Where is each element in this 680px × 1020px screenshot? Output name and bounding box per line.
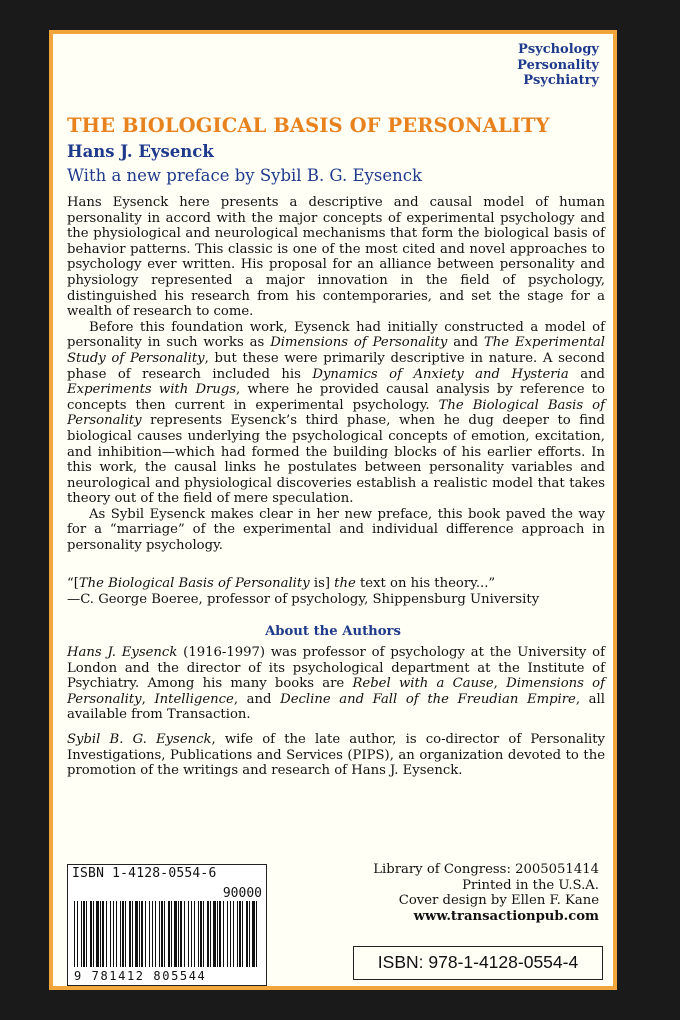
publisher-website: www.transactionpub.com (413, 908, 599, 924)
category-psychology: Psychology (518, 42, 599, 57)
barcode-stripe (207, 901, 209, 967)
back-cover-panel (49, 30, 617, 990)
book-author: Hans J. Eysenck (67, 142, 214, 161)
barcode-stripe (246, 901, 248, 967)
description-paragraph-3: As Sybil Eysenck makes clear in her new preface, this book paved the way for a “marriage” of the experimental and individual difference approach in personality psychology. (67, 506, 605, 554)
about-sybil: Sybil B. G. Eysenck, wife of the late author, is co-director of Personality Investigations, Publications and Services (PIPS), an organization devoted to the promotion of the writings and research of Hans J. Eysenck. (67, 731, 605, 779)
barcode-price-code: 90000 (222, 886, 262, 901)
barcode-stripe (242, 901, 243, 967)
barcode-stripe (164, 901, 165, 967)
barcode-isbn10: ISBN 1-4128-0554-6 (72, 866, 217, 881)
barcode-stripe (219, 901, 221, 967)
barcode-stripe (125, 901, 126, 967)
barcode-stripe (81, 901, 82, 967)
barcode-stripe (110, 901, 111, 967)
barcode-stripe (83, 901, 85, 967)
barcode-stripe (86, 901, 87, 967)
barcode-stripe (188, 901, 189, 967)
barcode-stripe (159, 901, 160, 967)
about-authors-heading: About the Authors (265, 624, 401, 639)
description-paragraph-2: Before this foundation work, Eysenck had initially constructed a model of personality in such works as Dimensions of Personality and The Experimental Study of Personality, but these were primarily descriptive in nature. A second phase of research included his Dynamics of Anxiety and Hysteria and Experiments with Drugs, where he provided causal analysis by reference to concepts then current in experimental psychology. The Biological Basis of Personality represents Eysenck’s third phase, when he dug deeper to find biological causes underlying the psychological concepts of emotion, excitation, and inhibition—which had formed the building blocks of his earlier efforts. In this work, the causal links he postulates between personality variables and neurological and physiological discoveries establish a realistic model that takes theory out of the field of mere speculation. (67, 319, 605, 507)
barcode-stripe (141, 901, 143, 967)
quote-text: “[The Biological Basis of Personality is] the text on his theory...” (67, 576, 496, 591)
isbn13-box: ISBN: 978-1-4128-0554-4 (353, 946, 603, 980)
barcode-stripe (113, 901, 114, 967)
barcode-stripe (239, 901, 241, 967)
barcode (67, 864, 267, 986)
barcode-stripe (93, 901, 94, 967)
barcode-stripe (210, 901, 211, 967)
quote-attribution: —C. George Boeree, professor of psychology, Shippensburg University (67, 591, 540, 607)
library-of-congress: Library of Congress: 2005051414 (373, 862, 599, 877)
barcode-stripe (161, 901, 163, 967)
barcode-stripe (90, 901, 92, 967)
barcode-stripe (106, 901, 107, 967)
barcode-stripe (180, 901, 182, 967)
barcode-stripe (223, 901, 224, 967)
barcode-stripe (77, 901, 78, 967)
barcode-stripe (178, 901, 179, 967)
barcode-stripe (135, 901, 138, 967)
book-title: THE BIOLOGICAL BASIS OF PERSONALITY (67, 114, 550, 137)
barcode-stripe (120, 901, 121, 967)
cover-design: Cover design by Ellen F. Kane (398, 893, 599, 909)
barcode-stripe (174, 901, 177, 967)
description-paragraph-1: Hans Eysenck here presents a descriptive and causal model of human personality in accord with the major concepts of experimental psychology and the physiological and neurological mechanisms that form the biological basis of behavior patterns. This classic is one of the most cited and novel approaches to psychology ever written. His proposal for an alliance between personality and physiology represented a major innovation in the field of psychology, distinguished his research from his contemporaries, and set the stage for a wealth of research to come. (67, 195, 605, 320)
barcode-bars (74, 901, 260, 973)
category-list (517, 42, 599, 89)
barcode-stripe (256, 901, 257, 967)
barcode-stripe (116, 901, 117, 967)
review-quote (67, 576, 605, 607)
category-personality: Personality (517, 57, 599, 73)
printed-in: Printed in the U.S.A. (462, 877, 599, 893)
barcode-stripe (74, 901, 75, 967)
description (67, 195, 605, 554)
barcode-stripe (129, 901, 131, 967)
barcode-stripe (249, 901, 250, 967)
barcode-stripe (155, 901, 156, 967)
barcode-stripe (145, 901, 146, 967)
about-authors (67, 645, 605, 779)
barcode-stripe (194, 901, 195, 967)
about-hans: Hans J. Eysenck (1916-1997) was professor of psychology at the University of London and the director of its psychological department at the Institute of Psychiatry. Among his many books are Rebel with a Cause, Dimensions of Personality, Intelligence, and Decline and Fall of the Freudian Empire, all available from Transaction. (67, 645, 606, 723)
barcode-stripe (203, 901, 204, 967)
barcode-stripe (132, 901, 133, 967)
barcode-stripe (139, 901, 140, 967)
barcode-stripe (198, 901, 199, 967)
barcode-stripe (233, 901, 234, 967)
barcode-stripe (152, 901, 153, 967)
barcode-stripe (200, 901, 202, 967)
barcode-stripe (184, 901, 185, 967)
barcode-stripe (191, 901, 192, 967)
barcode-stripe (171, 901, 172, 967)
barcode-stripe (237, 901, 238, 967)
barcode-stripe (102, 901, 104, 967)
barcode-stripe (252, 901, 255, 967)
category-psychiatry: Psychiatry (523, 73, 599, 88)
barcode-stripe (122, 901, 124, 967)
barcode-stripe (149, 901, 150, 967)
barcode-stripe (168, 901, 170, 967)
barcode-stripe (96, 901, 99, 967)
preface-note: With a new preface by Sybil B. G. Eysenck (67, 166, 422, 185)
barcode-stripe (217, 901, 218, 967)
publication-credits (373, 862, 599, 924)
barcode-stripe (230, 901, 231, 967)
barcode-stripe (213, 901, 216, 967)
barcode-stripe (227, 901, 228, 967)
barcode-ean: 9 781412 805544 (74, 969, 207, 983)
barcode-stripe (100, 901, 101, 967)
